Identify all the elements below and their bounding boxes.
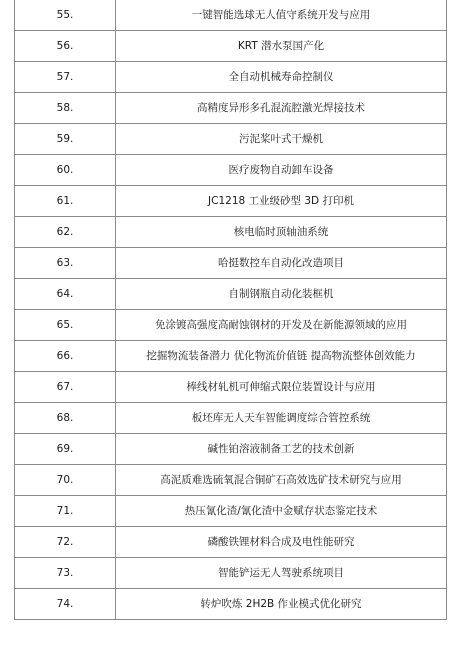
project-name: 棒线材轧机可伸缩式限位装置设计与应用 — [116, 372, 447, 403]
table-row — [15, 186, 447, 217]
project-name: 污泥桨叶式干燥机 — [116, 124, 447, 155]
project-name: 磷酸铁锂材料合成及电性能研究 — [116, 527, 447, 558]
project-name: 免涂镀高强度高耐蚀钢材的开发及在新能源领域的应用 — [116, 310, 447, 341]
project-name: JC1218 工业级砂型 3D 打印机 — [116, 186, 447, 217]
project-name: 医疗废物自动卸车设备 — [116, 155, 447, 186]
table-row — [15, 248, 447, 279]
row-number: 61. — [15, 186, 116, 217]
row-number: 55. — [15, 0, 116, 31]
table-row — [15, 496, 447, 527]
project-name: KRT 潜水泵国产化 — [116, 31, 447, 62]
project-name: 板坯库无人天车智能调度综合管控系统 — [116, 403, 447, 434]
table-row — [15, 93, 447, 124]
project-name: 自制钢瓶自动化装框机 — [116, 279, 447, 310]
row-number: 66. — [15, 341, 116, 372]
row-number: 74. — [15, 589, 116, 620]
project-name: 一键智能选球无人值守系统开发与应用 — [116, 0, 447, 31]
row-number: 62. — [15, 217, 116, 248]
table-row — [15, 62, 447, 93]
table-row — [15, 124, 447, 155]
project-name: 全自动机械寿命控制仪 — [116, 62, 447, 93]
project-name: 挖掘物流装备潜力 优化物流价值链 提高物流整体创效能力 — [116, 341, 447, 372]
table-row — [15, 372, 447, 403]
project-name: 核电临时顶轴油系统 — [116, 217, 447, 248]
row-number: 68. — [15, 403, 116, 434]
row-number: 64. — [15, 279, 116, 310]
row-number: 73. — [15, 558, 116, 589]
row-number: 57. — [15, 62, 116, 93]
row-number: 72. — [15, 527, 116, 558]
table-row — [15, 558, 447, 589]
table-row — [15, 341, 447, 372]
table-row — [15, 31, 447, 62]
table-row — [15, 155, 447, 186]
table-row — [15, 465, 447, 496]
row-number: 60. — [15, 155, 116, 186]
project-name: 高泥质难选硫氧混合铜矿石高效选矿技术研究与应用 — [116, 465, 447, 496]
project-name: 转炉吹炼 2H2B 作业模式优化研究 — [116, 589, 447, 620]
table-row — [15, 527, 447, 558]
row-number: 63. — [15, 248, 116, 279]
row-number: 59. — [15, 124, 116, 155]
project-table-body — [15, 0, 447, 620]
row-number: 67. — [15, 372, 116, 403]
table-row — [15, 310, 447, 341]
project-name: 高精度异形多孔混流腔激光焊接技术 — [116, 93, 447, 124]
table-row — [15, 434, 447, 465]
project-name: 智能铲运无人驾驶系统项目 — [116, 558, 447, 589]
row-number: 71. — [15, 496, 116, 527]
project-table — [14, 0, 447, 620]
table-row — [15, 279, 447, 310]
project-name: 哈挺数控车自动化改造项目 — [116, 248, 447, 279]
table-row — [15, 0, 447, 31]
table-row — [15, 403, 447, 434]
row-number: 69. — [15, 434, 116, 465]
row-number: 70. — [15, 465, 116, 496]
project-name: 热压氰化渣/氰化渣中金赋存状态鉴定技术 — [116, 496, 447, 527]
row-number: 65. — [15, 310, 116, 341]
table-row — [15, 217, 447, 248]
table-row — [15, 589, 447, 620]
row-number: 58. — [15, 93, 116, 124]
row-number: 56. — [15, 31, 116, 62]
project-name: 碱性铂溶液制备工艺的技术创新 — [116, 434, 447, 465]
